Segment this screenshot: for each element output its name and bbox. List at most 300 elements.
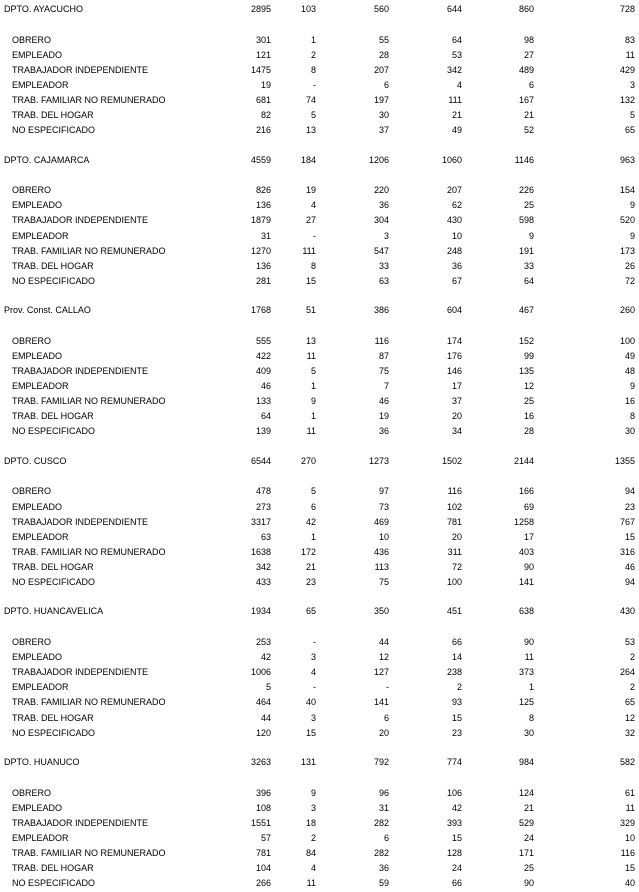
category-value: 253 <box>255 637 271 647</box>
category-value: 5 <box>310 110 316 121</box>
total-value: 1502 <box>441 455 462 466</box>
category-value: 84 <box>305 848 316 858</box>
category-label: TRABAJADOR INDEPENDIENTE <box>12 817 149 828</box>
category-row <box>0 64 639 76</box>
total-value: 65 <box>305 606 316 617</box>
category-value: 111 <box>302 245 316 256</box>
category-value: 207 <box>446 185 462 196</box>
category-row <box>0 696 639 708</box>
total-value: 103 <box>300 4 316 14</box>
category-value: 37 <box>451 396 462 407</box>
category-value: 3 <box>310 652 316 663</box>
category-value: 59 <box>378 878 389 889</box>
category-value: 9 <box>528 230 534 241</box>
total-value: 430 <box>619 606 635 617</box>
category-value: 42 <box>305 516 316 527</box>
total-value: 963 <box>619 154 635 165</box>
category-value: 100 <box>619 335 635 346</box>
category-value: 108 <box>255 802 271 813</box>
category-value: 40 <box>624 878 635 889</box>
category-value: 65 <box>624 125 635 136</box>
total-value: 51 <box>305 305 316 316</box>
total-value: 1768 <box>250 305 271 316</box>
category-label: EMPLEADO <box>12 200 63 211</box>
category-value: 96 <box>378 787 389 798</box>
category-value: 23 <box>305 577 316 587</box>
category-row <box>0 862 639 874</box>
category-value: 316 <box>619 546 635 557</box>
category-value: 681 <box>255 95 271 105</box>
category-value: 555 <box>255 335 271 346</box>
category-value: - <box>313 79 316 90</box>
total-value: 1273 <box>368 455 389 466</box>
category-value: 48 <box>624 366 635 376</box>
category-value: 21 <box>523 802 534 813</box>
category-row <box>0 877 639 889</box>
category-row <box>0 365 639 377</box>
category-value: 36 <box>378 200 389 211</box>
total-value: 1146 <box>514 154 534 165</box>
category-value: 1258 <box>513 516 534 527</box>
category-row <box>0 94 639 106</box>
category-value: 13 <box>305 125 316 136</box>
category-value: 33 <box>523 260 534 271</box>
category-value: 67 <box>451 275 462 286</box>
category-value: 11 <box>625 802 635 813</box>
category-row <box>0 214 639 226</box>
total-value: 4559 <box>250 154 271 165</box>
category-row <box>0 199 639 211</box>
category-value: 63 <box>260 531 271 542</box>
category-row <box>0 230 639 242</box>
category-label: NO ESPECIFICADO <box>12 577 96 587</box>
category-value: 90 <box>523 637 534 647</box>
total-value: 3263 <box>250 757 271 767</box>
category-value: 135 <box>518 366 534 376</box>
category-value: 116 <box>447 486 462 497</box>
category-value: 49 <box>624 350 635 361</box>
category-row <box>0 546 639 558</box>
category-label: TRABAJADOR INDEPENDIENTE <box>12 516 149 527</box>
category-value: 176 <box>446 350 462 361</box>
total-value: 6544 <box>250 455 271 466</box>
category-value: 94 <box>624 486 635 497</box>
category-value: 15 <box>624 863 635 874</box>
category-label: OBRERO <box>12 185 52 196</box>
category-label: EMPLEADO <box>12 802 63 813</box>
category-value: 273 <box>255 501 271 512</box>
total-value: 467 <box>518 305 534 316</box>
category-value: 282 <box>373 848 389 858</box>
category-row <box>0 260 639 272</box>
category-value: 83 <box>624 34 635 45</box>
category-value: 31 <box>378 802 389 813</box>
category-row <box>0 681 639 693</box>
total-value: 386 <box>373 305 389 316</box>
category-value: 46 <box>260 381 271 392</box>
category-value: 16 <box>624 396 635 407</box>
category-value: 128 <box>446 848 462 858</box>
category-value: 136 <box>255 200 271 211</box>
category-value: 40 <box>305 697 316 708</box>
total-value: 792 <box>373 757 389 767</box>
total-value: 728 <box>619 4 635 14</box>
category-label: TRABAJADOR INDEPENDIENTE <box>12 64 149 75</box>
category-value: 25 <box>523 200 534 211</box>
category-value: 3317 <box>250 516 271 527</box>
category-value: 15 <box>624 531 635 542</box>
category-value: 116 <box>374 335 389 346</box>
category-label: TRAB. DEL HOGAR <box>12 561 94 572</box>
category-value: 125 <box>518 697 534 708</box>
category-value: 2 <box>629 652 635 663</box>
category-row <box>0 727 639 739</box>
category-value: 1 <box>310 531 316 542</box>
category-row <box>0 124 639 136</box>
category-label: TRAB. FAMILIAR NO REMUNERADO <box>12 848 166 858</box>
category-value: 220 <box>373 185 389 196</box>
total-value: 260 <box>619 305 635 316</box>
category-label: OBRERO <box>12 486 52 497</box>
category-row <box>0 832 639 844</box>
category-value: 11 <box>524 652 534 663</box>
category-value: 342 <box>446 64 462 75</box>
category-label: TRAB. DEL HOGAR <box>12 863 94 874</box>
category-value: 5 <box>310 366 316 376</box>
category-value: 2 <box>629 682 635 693</box>
category-value: 36 <box>378 426 389 437</box>
category-value: 430 <box>446 215 462 226</box>
category-value: 116 <box>620 848 635 858</box>
category-value: 281 <box>255 275 271 286</box>
category-value: 3 <box>310 802 316 813</box>
category-row <box>0 651 639 663</box>
category-value: 65 <box>624 697 635 708</box>
category-value: 24 <box>523 832 534 843</box>
category-value: 1475 <box>250 64 271 75</box>
category-value: 21 <box>451 110 462 121</box>
category-value: 25 <box>523 863 534 874</box>
total-value: 860 <box>518 4 534 14</box>
category-value: 373 <box>518 667 534 678</box>
category-value: 64 <box>451 34 462 45</box>
category-row <box>0 501 639 513</box>
total-value: 604 <box>446 305 462 316</box>
category-value: 12 <box>523 381 534 392</box>
category-value: 74 <box>305 95 316 105</box>
category-value: 133 <box>255 396 271 407</box>
category-row <box>0 335 639 347</box>
total-value: 638 <box>518 606 534 617</box>
category-value: 120 <box>255 727 271 738</box>
category-value: 598 <box>518 215 534 226</box>
category-value: 529 <box>518 817 534 828</box>
category-value: 469 <box>373 516 389 527</box>
category-row <box>0 34 639 46</box>
category-value: 17 <box>523 531 534 542</box>
department-name: DPTO. CUSCO <box>4 455 67 466</box>
category-value: 16 <box>523 411 534 422</box>
category-label: TRABAJADOR INDEPENDIENTE <box>12 366 149 376</box>
category-value: 127 <box>373 667 389 678</box>
category-value: 104 <box>255 863 271 874</box>
category-value: 141 <box>373 697 389 708</box>
category-value: 436 <box>373 546 389 557</box>
category-label: TRAB. DEL HOGAR <box>12 110 94 121</box>
total-value: 560 <box>373 4 389 14</box>
total-value: 774 <box>446 757 462 767</box>
category-value: 44 <box>378 637 389 647</box>
category-value: 61 <box>624 787 635 798</box>
category-value: 520 <box>619 215 635 226</box>
category-label: NO ESPECIFICADO <box>12 727 96 738</box>
category-value: - <box>386 682 389 693</box>
category-value: 167 <box>518 95 534 105</box>
category-label: EMPLEADOR <box>12 531 69 542</box>
category-value: 12 <box>624 712 635 723</box>
category-row <box>0 350 639 362</box>
category-value: 9 <box>310 396 316 407</box>
category-value: 62 <box>451 200 462 211</box>
category-value: 464 <box>255 697 271 708</box>
category-row <box>0 184 639 196</box>
category-value: 132 <box>619 95 635 105</box>
department-header-row <box>0 756 639 768</box>
category-value: 781 <box>446 516 462 527</box>
category-value: 11 <box>306 426 316 437</box>
category-value: 6 <box>383 712 389 723</box>
category-row <box>0 847 639 859</box>
category-row <box>0 636 639 648</box>
category-value: 12 <box>378 652 389 663</box>
category-value: 136 <box>255 260 271 271</box>
category-value: 2 <box>310 49 316 60</box>
category-value: 28 <box>523 426 534 437</box>
category-value: 409 <box>255 366 271 376</box>
category-value: 15 <box>451 832 462 843</box>
category-value: 4 <box>310 200 316 211</box>
category-label: TRAB. FAMILIAR NO REMUNERADO <box>12 245 166 256</box>
category-value: 53 <box>624 637 635 647</box>
category-row <box>0 425 639 437</box>
category-value: 216 <box>255 125 271 136</box>
category-label: EMPLEADOR <box>12 682 69 693</box>
category-value: 36 <box>378 863 389 874</box>
category-value: 207 <box>373 64 389 75</box>
category-row <box>0 380 639 392</box>
total-value: 350 <box>373 606 389 617</box>
category-value: 97 <box>378 486 389 497</box>
department-header-row <box>0 3 639 15</box>
category-value: 226 <box>518 185 534 196</box>
category-value: 66 <box>451 878 462 889</box>
category-value: 1638 <box>250 546 271 557</box>
category-label: EMPLEADO <box>12 49 63 60</box>
category-label: TRABAJADOR INDEPENDIENTE <box>12 667 149 678</box>
category-value: 30 <box>378 110 389 121</box>
category-value: 20 <box>451 531 462 542</box>
category-value: 4 <box>456 79 462 90</box>
department-name: DPTO. HUANUCO <box>4 757 80 767</box>
category-value: 547 <box>373 245 389 256</box>
total-value: 1060 <box>441 154 462 165</box>
category-label: OBRERO <box>12 335 52 346</box>
category-value: 304 <box>373 215 389 226</box>
category-value: 5 <box>310 486 316 497</box>
category-value: 10 <box>624 832 635 843</box>
category-value: 124 <box>518 787 534 798</box>
category-value: 174 <box>446 335 462 346</box>
category-value: 93 <box>451 697 462 708</box>
total-value: 582 <box>619 757 635 767</box>
category-value: 87 <box>378 350 389 361</box>
category-row <box>0 49 639 61</box>
category-value: 64 <box>260 411 271 422</box>
category-value: 106 <box>446 787 462 798</box>
category-row <box>0 410 639 422</box>
total-value: 451 <box>446 606 462 617</box>
category-label: TRAB. FAMILIAR NO REMUNERADO <box>12 95 166 105</box>
category-value: 44 <box>260 712 271 723</box>
category-value: 113 <box>374 561 389 572</box>
category-value: 1551 <box>250 817 271 828</box>
category-value: 172 <box>300 546 316 557</box>
category-value: 10 <box>378 531 389 542</box>
department-header-row <box>0 304 639 316</box>
category-value: 197 <box>373 95 389 105</box>
category-value: 11 <box>625 49 635 60</box>
total-value: 270 <box>300 455 316 466</box>
category-value: 72 <box>624 275 635 286</box>
category-value: 781 <box>255 848 271 858</box>
department-name: Prov. Const. CALLAO <box>4 305 91 316</box>
category-value: 42 <box>260 652 271 663</box>
category-value: 66 <box>451 637 462 647</box>
category-value: 826 <box>255 185 271 196</box>
category-value: 6 <box>310 501 316 512</box>
category-value: 42 <box>451 802 462 813</box>
category-value: 52 <box>523 125 534 136</box>
category-value: 21 <box>523 110 534 121</box>
category-value: 20 <box>451 411 462 422</box>
category-value: 1 <box>528 682 534 693</box>
total-value: 1355 <box>614 455 635 466</box>
category-value: 8 <box>310 260 316 271</box>
category-value: 102 <box>446 501 462 512</box>
category-value: 30 <box>523 727 534 738</box>
category-value: 98 <box>523 34 534 45</box>
category-label: TRAB. FAMILIAR NO REMUNERADO <box>12 396 166 407</box>
category-value: 46 <box>378 396 389 407</box>
department-name: DPTO. HUANCAVELICA <box>4 606 104 617</box>
category-value: - <box>313 637 316 647</box>
category-value: 1879 <box>250 215 271 226</box>
department-header-row <box>0 455 639 467</box>
category-row <box>0 817 639 829</box>
category-row <box>0 531 639 543</box>
total-value: 984 <box>518 757 534 767</box>
category-value: 8 <box>528 712 534 723</box>
category-value: 489 <box>518 64 534 75</box>
total-value: 2144 <box>513 455 534 466</box>
category-value: 342 <box>255 561 271 572</box>
category-value: 94 <box>624 577 635 587</box>
category-value: 34 <box>451 426 462 437</box>
category-value: 282 <box>373 817 389 828</box>
category-value: 27 <box>523 49 534 60</box>
category-value: 238 <box>446 667 462 678</box>
category-label: EMPLEADO <box>12 350 63 361</box>
category-value: 422 <box>255 350 271 361</box>
category-label: EMPLEADOR <box>12 832 69 843</box>
category-value: 166 <box>518 486 534 497</box>
total-value: 2895 <box>250 4 271 14</box>
category-value: 146 <box>446 366 462 376</box>
category-label: NO ESPECIFICADO <box>12 275 96 286</box>
category-value: 19 <box>305 185 316 196</box>
category-value: 33 <box>378 260 389 271</box>
category-row <box>0 245 639 257</box>
department-header-row <box>0 605 639 617</box>
category-value: 32 <box>624 727 635 738</box>
category-row <box>0 712 639 724</box>
category-value: 75 <box>378 577 389 587</box>
category-value: 5 <box>629 110 635 121</box>
category-value: 15 <box>305 275 316 286</box>
category-label: OBRERO <box>12 787 52 798</box>
category-value: 30 <box>624 426 635 437</box>
category-value: 154 <box>619 185 635 196</box>
category-value: - <box>313 682 316 693</box>
total-value: 131 <box>300 757 316 767</box>
category-value: 6 <box>528 79 534 90</box>
category-value: 9 <box>629 381 635 392</box>
category-value: 63 <box>378 275 389 286</box>
category-value: 248 <box>446 245 462 256</box>
category-value: 55 <box>378 34 389 45</box>
category-label: TRAB. DEL HOGAR <box>12 260 94 271</box>
category-value: 393 <box>446 817 462 828</box>
category-value: 11 <box>306 350 316 361</box>
category-value: 1 <box>310 411 316 422</box>
category-value: 191 <box>518 245 534 256</box>
category-label: TRAB. FAMILIAR NO REMUNERADO <box>12 697 166 708</box>
category-row <box>0 666 639 678</box>
category-value: 173 <box>619 245 635 256</box>
total-value: 1934 <box>250 606 271 617</box>
category-value: 69 <box>523 501 534 512</box>
category-label: EMPLEADOR <box>12 230 69 241</box>
category-value: 15 <box>305 727 316 738</box>
category-value: 19 <box>260 79 271 90</box>
category-value: 23 <box>624 501 635 512</box>
category-value: 37 <box>378 125 389 136</box>
category-label: TRABAJADOR INDEPENDIENTE <box>12 215 149 226</box>
category-label: OBRERO <box>12 34 52 45</box>
category-value: 7 <box>383 381 389 392</box>
category-value: 49 <box>451 125 462 136</box>
category-value: - <box>313 230 316 241</box>
total-value: 184 <box>300 154 316 165</box>
category-value: 111 <box>448 95 462 105</box>
category-value: 4 <box>310 863 316 874</box>
category-row <box>0 516 639 528</box>
category-value: 3 <box>383 230 389 241</box>
category-value: 24 <box>451 863 462 874</box>
category-value: 3 <box>310 712 316 723</box>
category-value: 90 <box>523 878 534 889</box>
category-value: 15 <box>451 712 462 723</box>
